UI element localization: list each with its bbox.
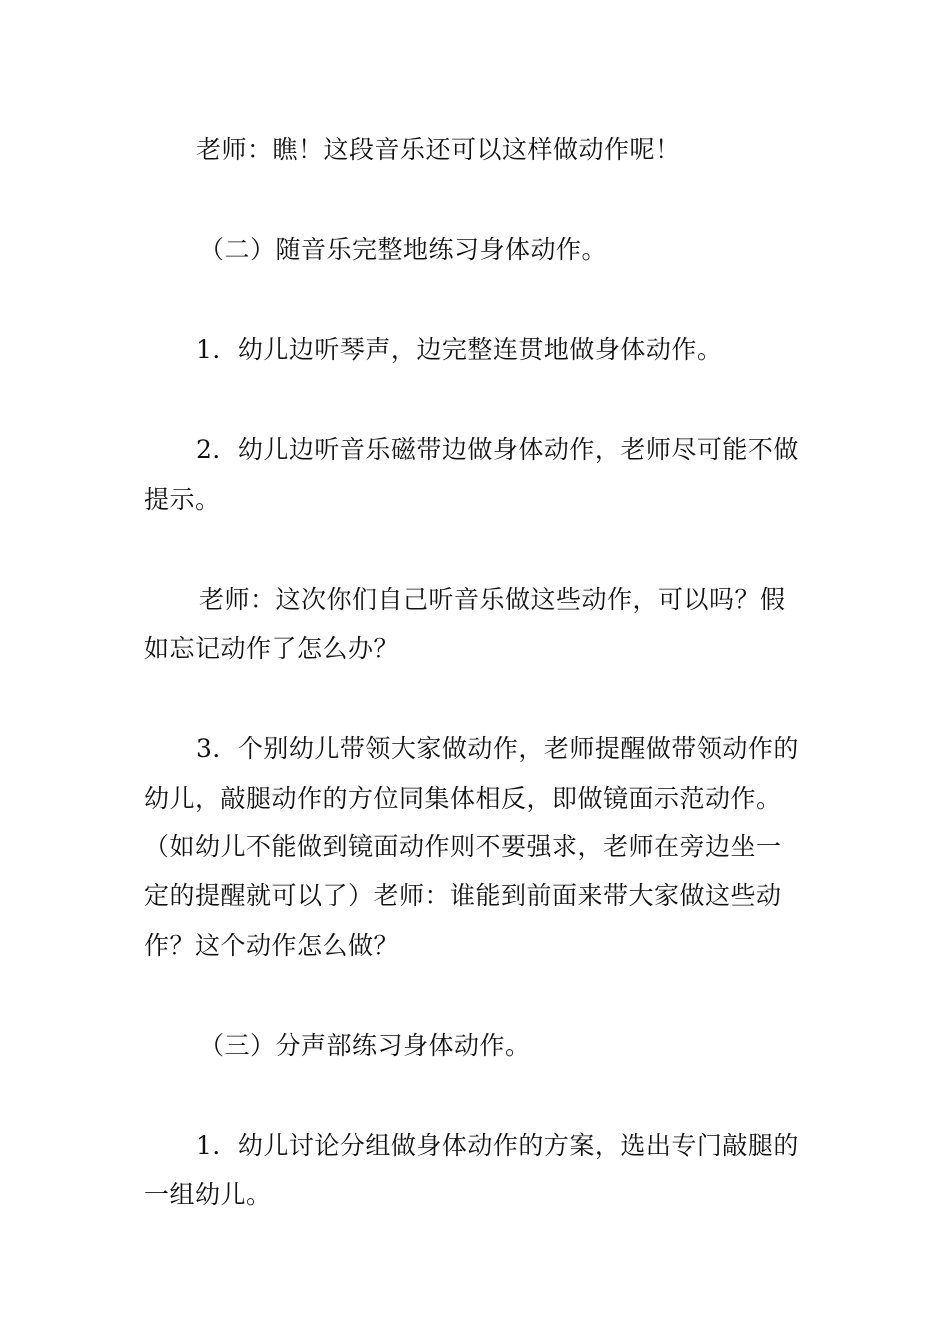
- text-line: 作？这个动作怎么做？: [144, 931, 400, 960]
- text-line: 1．幼儿边听琴声，边完整连贯地做身体动作。: [196, 335, 723, 364]
- text-line: 2．幼儿边听音乐磁带边做身体动作，老师尽可能不做: [196, 435, 799, 464]
- text-line: 如忘记动作了怎么办？: [144, 634, 400, 663]
- section-heading: （二）随音乐完整地练习身体动作。: [199, 235, 608, 264]
- text-line: 1．幼儿讨论分组做身体动作的方案，选出专门敲腿的: [196, 1131, 799, 1160]
- text-line: 幼儿，敲腿动作的方位同集体相反，即做镜面示范动作。: [144, 784, 782, 813]
- text-line: （如幼儿不能做到镜面动作则不要强求，老师在旁边坐一: [144, 832, 782, 861]
- section-heading: （三）分声部练习身体动作。: [199, 1031, 531, 1060]
- text-line: 3．个别幼儿带领大家做动作，老师提醒做带领动作的: [196, 734, 799, 763]
- text-line: 老师：瞧！这段音乐还可以这样做动作呢！: [196, 135, 681, 164]
- text-line: 老师：这次你们自己听音乐做这些动作，可以吗？假: [199, 585, 786, 614]
- text-line: 定的提醒就可以了）老师：谁能到前面来带大家做这些动: [144, 881, 782, 910]
- text-line: 一组幼儿。: [144, 1180, 272, 1209]
- text-line: 提示。: [144, 485, 221, 514]
